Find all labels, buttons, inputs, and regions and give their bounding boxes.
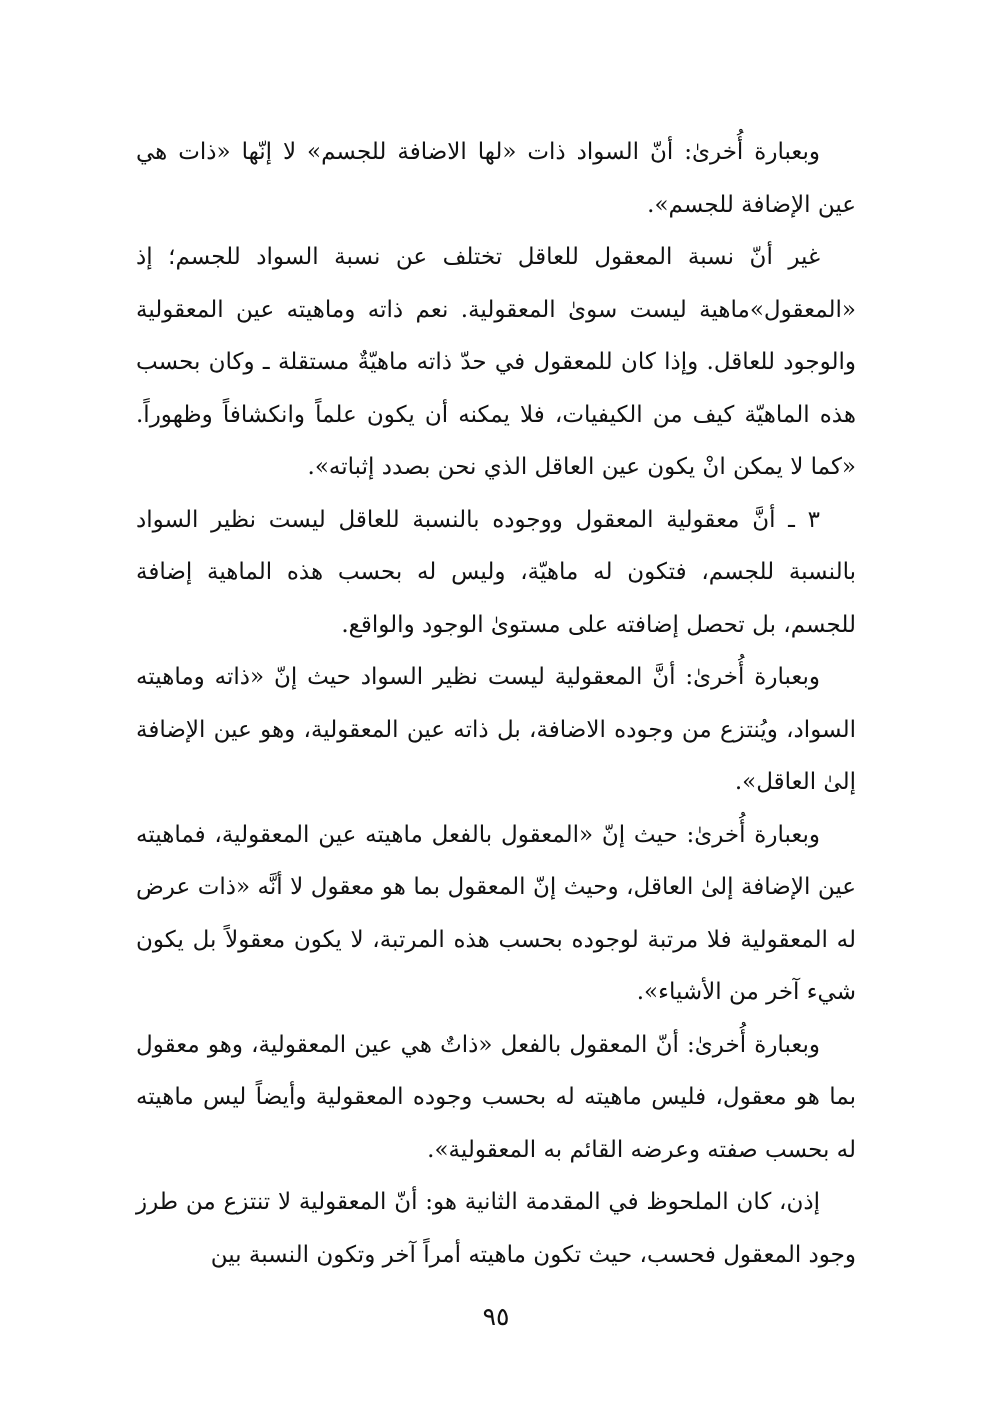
- page-number: ٩٥: [482, 1302, 510, 1331]
- paragraph-1: وبعبارة أُخرىٰ: أنّ السواد ذات «لها الاضافة للجسم» لا إنّها «ذات هي عين الإضافة للجسم».: [136, 139, 856, 218]
- paragraph-5: وبعبارة أُخرىٰ: حيث إنّ «المعقول بالفعل ماهيته عين المعقولية، فماهيته عين الإضافة إلىٰ العاقل، وحيث إنّ المعقول بما هو معقول لا أنَّه «ذات عرض له المعقولية فلا مرتبة لوجوده بحسب هذه المرتبة، لا يكون معقولاً بل يكون شيء آخر من الأشياء».: [136, 821, 856, 1005]
- paragraph-4: وبعبارة أُخرىٰ: أنَّ المعقولية ليست نظير السواد حيث إنّ «ذاته وماهيته السواد، ويُنتزع من وجوده الاضافة، بل ذاته عين المعقولية، وهو عين الإضافة إلىٰ العاقل».: [136, 664, 856, 795]
- paragraph-3: ٣ ـ أنَّ معقولية المعقول ووجوده بالنسبة للعاقل ليست نظير السواد بالنسبة للجسم، فتكون له ماهيّة، وليس له بحسب هذه الماهية إضافة للجسم، بل تحصل إضافته على مستوىٰ الوجود والواقع.: [136, 506, 856, 638]
- body-text: [136, 126, 856, 1281]
- paragraph-7: إذن، كان الملحوظ في المقدمة الثانية هو: أنّ المعقولية لا تنتزع من طرز وجود المعقول فحسب، حيث تكون ماهيته أمراً آخر وتكون النسبة بين: [136, 1189, 856, 1268]
- paragraph-6: وبعبارة أُخرىٰ: أنّ المعقول بالفعل «ذاتٌ هي عين المعقولية، وهو معقول بما هو معقول، فليس ماهيته له بحسب وجوده المعقولية وأيضاً ليس ماهيته له بحسب صفته وعرضه القائم به المعقولية».: [136, 1031, 856, 1163]
- paragraph-2: غير أنّ نسبة المعقول للعاقل تختلف عن نسبة السواد للجسم؛ إذ «المعقول»ماهية ليست سوىٰ المعقولية. نعم ذاته وماهيته عين المعقولية والوجود للعاقل. وإذا كان للمعقول في حدّ ذاته ماهيّةٌ مستقلة ـ وكان بحسب هذه الماهيّة كيف من الكيفيات، فلا يمكنه أن يكون علماً وانكشافاً وظهوراً. «كما لا يمكن انْ يكون عين العاقل الذي نحن بصدد إثباته».: [136, 244, 856, 480]
